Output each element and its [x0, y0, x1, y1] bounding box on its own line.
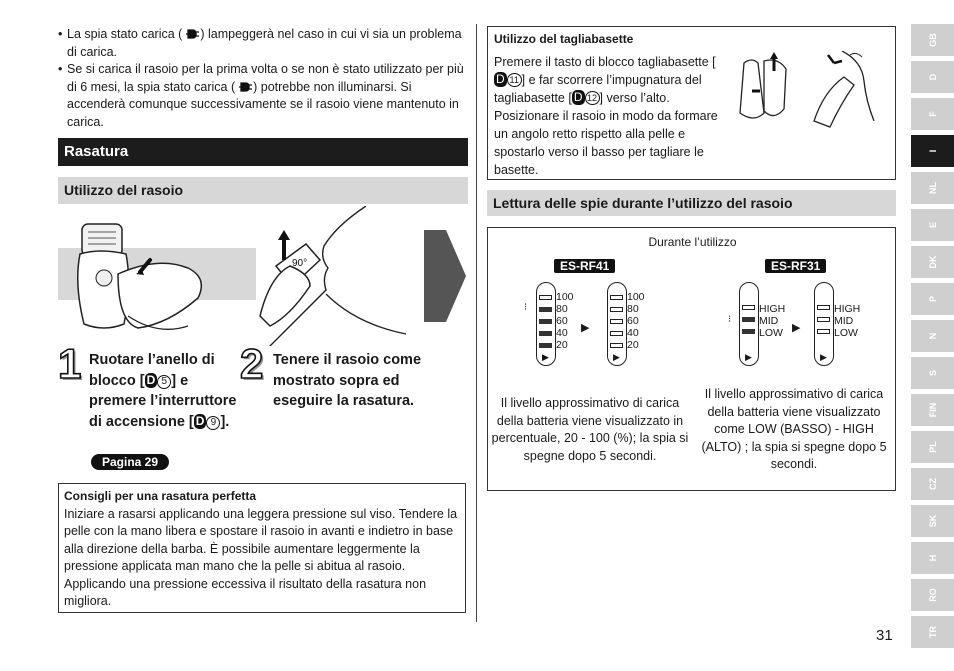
ref-number: 12	[585, 91, 600, 105]
charge-plug-icon: ▶	[613, 352, 620, 362]
section-title: Rasatura	[58, 138, 468, 166]
trimmer-illustration	[734, 51, 892, 131]
tab-label: SK	[927, 514, 938, 528]
section-subtitle: Utilizzo del rasoio	[58, 177, 468, 204]
trimmer-text	[494, 53, 722, 179]
ref-number: 5	[157, 375, 171, 389]
tab-pl[interactable]	[911, 431, 954, 463]
tab-dk[interactable]	[911, 246, 954, 278]
tab-ro[interactable]	[911, 579, 954, 611]
blink-icon: ⁝	[728, 314, 732, 325]
shaving-face-illustration	[256, 206, 466, 346]
bullet-text: ) lampeggerà nel caso in cui vi sia un problema di carica.	[67, 27, 462, 59]
tab-nl[interactable]	[911, 172, 954, 204]
d-ref-badge: D	[146, 372, 156, 387]
step-text: Ruotare l’anello di blocco [	[89, 352, 215, 389]
tab-d[interactable]	[911, 61, 954, 93]
tab-label: FIN	[927, 402, 938, 418]
level-label: LOW	[834, 327, 858, 339]
rf41-description: Il livello approssimativo di carica della batteria viene visualizzato in percentuale, 20 - 100 (%); la spia si spegne dopo 5 secondi.	[491, 396, 689, 463]
level-label: 60	[556, 315, 568, 327]
d-ref-badge: D	[195, 413, 205, 428]
step-1-text	[89, 350, 239, 432]
level-label: MID	[759, 315, 779, 327]
level-label: 60	[627, 315, 639, 327]
level-label: 100	[627, 291, 645, 303]
tab-label: DK	[927, 255, 938, 269]
rf31-levels-before	[759, 303, 785, 339]
column-divider	[476, 24, 477, 622]
tab-label: P	[927, 295, 938, 303]
tab-h[interactable]	[911, 542, 954, 574]
tab-sk[interactable]	[911, 505, 954, 537]
tab-label: N	[927, 332, 938, 340]
step-1-number: 1	[58, 340, 82, 387]
ref-number: 11	[507, 73, 522, 87]
charge-plug-icon: ▶	[542, 352, 549, 362]
bullet-text: ) potrebbe non illuminarsi. Si accenderà comunque successivamente se il rasoio viene mantenuto in carica.	[67, 79, 459, 129]
tips-box	[58, 483, 466, 613]
level-label: LOW	[759, 327, 783, 339]
tips-body: Iniziare a rasarsi applicando una leggera pressione sul viso. Tendere la pelle con la mano libera e spostare il rasoio in avanti e indietro in base alla direzione della barba. È possibile aumentare leggermente la pressione applicata man mano che la pelle si abitua al rasoio. Applicando una pressione eccessiva il risultato della rasatura non migliora.	[64, 506, 458, 609]
charge-plug-icon	[182, 28, 200, 40]
intro-bullets	[58, 26, 466, 131]
tab-label: F	[927, 111, 938, 117]
trimmer-text-part: Premere il tasto di blocco tagliabasette [	[494, 55, 716, 69]
tab-label: E	[927, 221, 938, 229]
tab-f[interactable]	[911, 98, 954, 130]
trimmer-text-part: ] verso l’alto. Posizionare il rasoio in modo da formare un angolo retto rispetto alla pelle e spostarlo verso il basso per tagliare le basette.	[494, 91, 718, 177]
step-2-text: Tenere il rasoio come mostrato sopra ed eseguire la rasatura.	[273, 352, 422, 409]
trimmer-box	[487, 26, 896, 180]
indicators-box	[487, 227, 896, 491]
level-label: 20	[556, 339, 568, 351]
tab-s[interactable]	[911, 357, 954, 389]
d-ref-badge: D	[496, 72, 505, 86]
tab-n[interactable]	[911, 320, 954, 352]
tab-label: I	[927, 149, 938, 153]
tab-e[interactable]	[911, 209, 954, 241]
tab-label: H	[927, 554, 938, 562]
charge-plug-icon: ▶	[820, 352, 827, 362]
rf41-levels-after	[627, 291, 645, 351]
blink-icon: ⁝	[524, 302, 528, 313]
step-2-number: 2	[240, 340, 264, 387]
indicators-title: Lettura delle spie durante l’utilizzo del rasoio	[487, 190, 896, 216]
tab-label: CZ	[927, 478, 938, 490]
tab-p[interactable]	[911, 283, 954, 315]
shaver-hand-illustration	[58, 206, 256, 346]
trimmer-text-part: ] e far scorrere l’impugnatura del tagliabasette [	[494, 73, 702, 105]
rf31-description: Il livello approssimativo di carica della batteria viene visualizzato come LOW (BASSO) - HIGH (ALTO) ; la spia si spegne dopo 5 secondi.	[701, 387, 887, 471]
level-label: 80	[627, 303, 639, 315]
tab-label: GB	[927, 33, 938, 47]
tab-label: NL	[927, 182, 938, 194]
rf41-indicator-after	[607, 282, 627, 366]
model-badge-rf31: ES-RF31	[765, 259, 826, 273]
rf31-indicator-before	[739, 282, 759, 366]
level-label: 40	[556, 327, 568, 339]
level-label: 100	[556, 291, 574, 303]
rf41-levels-before	[556, 291, 574, 351]
tab-label: S	[927, 369, 938, 377]
intro-bullet	[58, 26, 466, 61]
tab-label: D	[927, 73, 938, 81]
level-label: 20	[627, 339, 639, 351]
trimmer-title: Utilizzo del tagliabasette	[494, 32, 634, 46]
tab-tr[interactable]	[911, 616, 954, 648]
tab-label: RO	[927, 588, 938, 602]
page-ref-link[interactable]: Pagina 29	[91, 454, 169, 470]
tips-title: Consigli per una rasatura perfetta	[64, 489, 257, 503]
tab-i[interactable]	[911, 135, 954, 167]
arrow-right-icon: ▶	[581, 322, 590, 334]
indicators-caption: Durante l’utilizzo	[648, 235, 737, 249]
charge-plug-icon: ▶	[745, 352, 752, 362]
level-label: MID	[834, 315, 854, 327]
bullet-text: Se si carica il rasoio per la prima volta o se non è stato utilizzato per più di 6 mesi, la spia stato carica (	[67, 62, 464, 94]
ref-number: 9	[206, 416, 220, 430]
page-number: 31	[876, 627, 893, 644]
level-label: 40	[627, 327, 639, 339]
model-badge-rf41: ES-RF41	[554, 259, 615, 273]
d-ref-badge: D	[573, 90, 583, 104]
tab-cz[interactable]	[911, 468, 954, 500]
step-text: ].	[220, 413, 230, 430]
tab-fin[interactable]	[911, 394, 954, 426]
level-label: HIGH	[759, 303, 786, 315]
tab-gb[interactable]	[911, 24, 954, 56]
step-text: ] e premere l’interruttore di accensione [	[89, 372, 237, 430]
charge-plug-icon	[235, 81, 253, 93]
tab-label: PL	[927, 441, 938, 453]
rf41-indicator-before	[536, 282, 556, 366]
bullet-text: La spia stato carica (	[67, 27, 183, 41]
rf31-levels-after	[834, 303, 860, 339]
level-label: HIGH	[834, 303, 861, 315]
angle-label: 90°	[292, 258, 308, 269]
intro-bullet	[58, 61, 466, 131]
arrow-right-icon: ▶	[792, 322, 801, 334]
tab-label: TR	[927, 626, 938, 638]
level-label: 80	[556, 303, 568, 315]
rf31-indicator-after	[814, 282, 834, 366]
